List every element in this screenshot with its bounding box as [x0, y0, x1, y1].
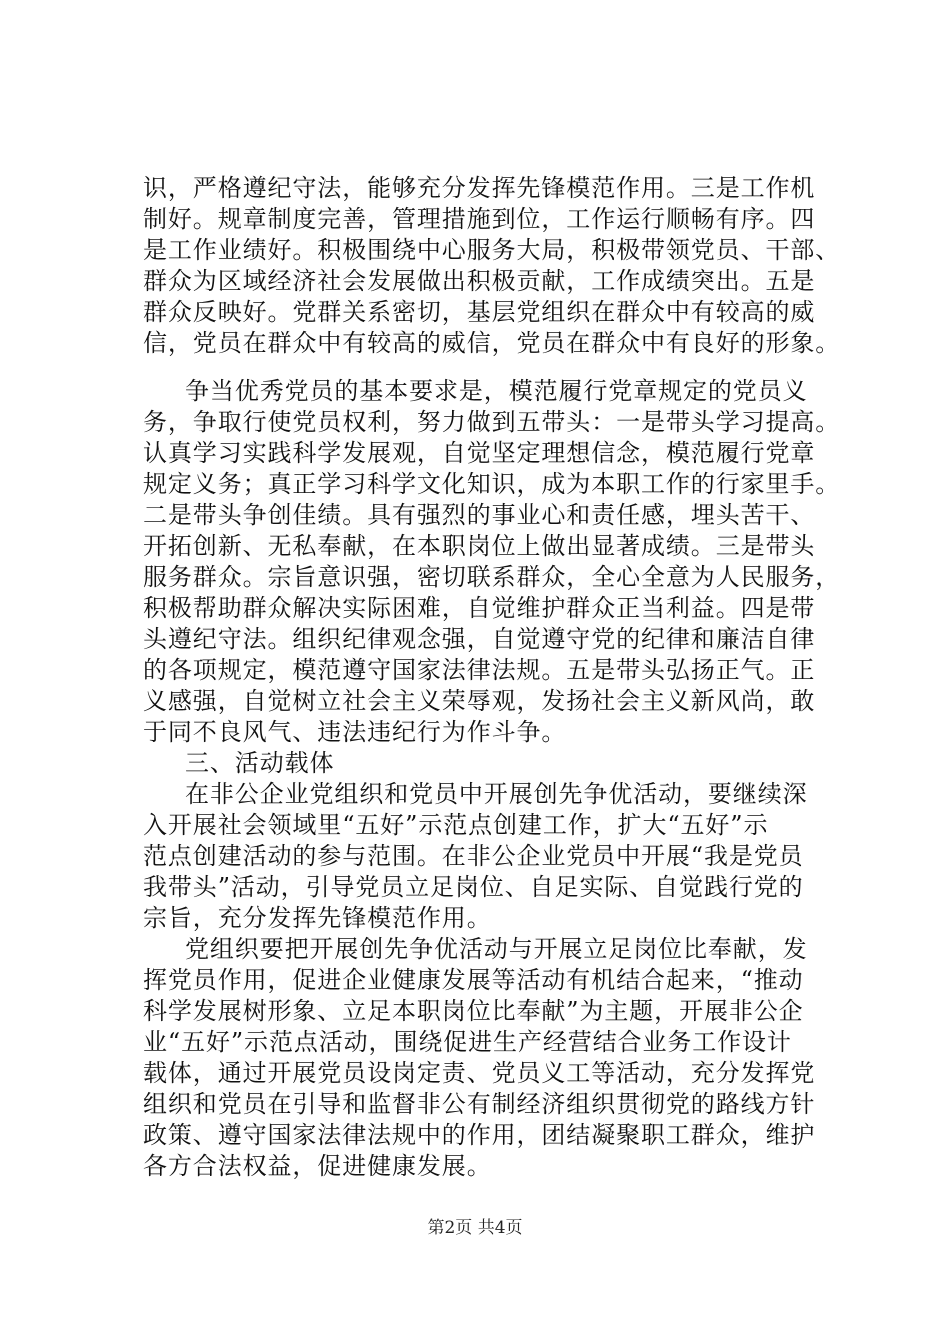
paragraph-4-line-6: 组织和党员在引导和监督非公有制经济组织贯彻党的路线方针	[143, 1090, 816, 1118]
page-number-footer: 第2页 共4页	[427, 1218, 523, 1238]
paragraph-2-line-2: 务，争取行使党员权利，努力做到五带头：一是带头学习提高。	[143, 408, 841, 436]
paragraph-2-line-5: 二是带头争创佳绩。具有强烈的事业心和责任感，埋头苦干、	[143, 501, 816, 529]
paragraph-1-line-2: 制好。规章制度完善，管理措施到位，工作运行顺畅有序。四	[143, 205, 816, 233]
paragraph-3-line-4: 我带头”活动，引导党员立足岗位、自足实际、自觉践行党的	[143, 873, 804, 901]
paragraph-4-line-8: 各方合法权益，促进健康发展。	[143, 1152, 492, 1180]
paragraph-2-line-12: 于同不良风气、违法违纪行为作斗争。	[143, 718, 567, 746]
paragraph-2-line-6: 开拓创新、无私奉献，在本职岗位上做出显著成绩。三是带头	[143, 532, 816, 560]
paragraph-2-line-3: 认真学习实践科学发展观，自觉坚定理想信念，模范履行党章	[143, 439, 816, 467]
paragraph-4-line-3: 科学发展树形象、立足本职岗位比奉献”为主题，开展非公企	[143, 997, 804, 1025]
paragraph-2-line-4: 规定义务；真正学习科学文化知识，成为本职工作的行家里手。	[143, 470, 841, 498]
paragraph-3-line-1: 在非公企业党组织和党员中开展创先争优活动，要继续深	[185, 780, 808, 808]
paragraph-1-line-5: 群众反映好。党群关系密切，基层党组织在群众中有较高的威	[143, 298, 816, 326]
paragraph-1-line-6: 信，党员在群众中有较高的威信，党员在群众中有良好的形象。	[143, 329, 841, 357]
paragraph-2-line-9: 头遵纪守法。组织纪律观念强，自觉遵守党的纪律和廉洁自律	[143, 625, 816, 653]
paragraph-4-line-5: 载体，通过开展党员设岗定责、党员义工等活动，充分发挥党	[143, 1059, 816, 1087]
paragraph-1-line-4: 群众为区域经济社会发展做出积极贡献，工作成绩突出。五是	[143, 267, 816, 295]
paragraph-1-line-1: 识，严格遵纪守法，能够充分发挥先锋模范作用。三是工作机	[143, 174, 816, 202]
paragraph-4-line-2: 挥党员作用，促进企业健康发展等活动有机结合起来，“推动	[143, 966, 804, 994]
paragraph-4-line-7: 政策、遵守国家法律法规中的作用，团结凝聚职工群众，维护	[143, 1121, 816, 1149]
paragraph-3-line-3: 范点创建活动的参与范围。在非公企业党员中开展“我是党员	[143, 842, 804, 870]
paragraph-2-line-1: 争当优秀党员的基本要求是，模范履行党章规定的党员义	[185, 377, 808, 405]
paragraph-4-line-1: 党组织要把开展创先争优活动与开展立足岗位比奉献，发	[185, 935, 808, 963]
paragraph-4-line-4: 业“五好”示范点活动，围绕促进生产经营结合业务工作设计	[143, 1028, 792, 1056]
section-heading: 三、活动载体	[185, 749, 335, 777]
paragraph-2-line-7: 服务群众。宗旨意识强，密切联系群众，全心全意为人民服务，	[143, 563, 841, 591]
paragraph-2-line-11: 义感强，自觉树立社会主义荣辱观，发扬社会主义新风尚，敢	[143, 687, 816, 715]
paragraph-3-line-5: 宗旨，充分发挥先锋模范作用。	[143, 904, 492, 932]
paragraph-1-line-3: 是工作业绩好。积极围绕中心服务大局，积极带领党员、干部、	[143, 236, 841, 264]
paragraph-2-line-10: 的各项规定，模范遵守国家法律法规。五是带头弘扬正气。正	[143, 656, 816, 684]
paragraph-2-line-8: 积极帮助群众解决实际困难，自觉维护群众正当利益。四是带	[143, 594, 816, 622]
paragraph-3-line-2: 入开展社会领域里“五好”示范点创建工作，扩大“五好”示	[143, 811, 769, 839]
